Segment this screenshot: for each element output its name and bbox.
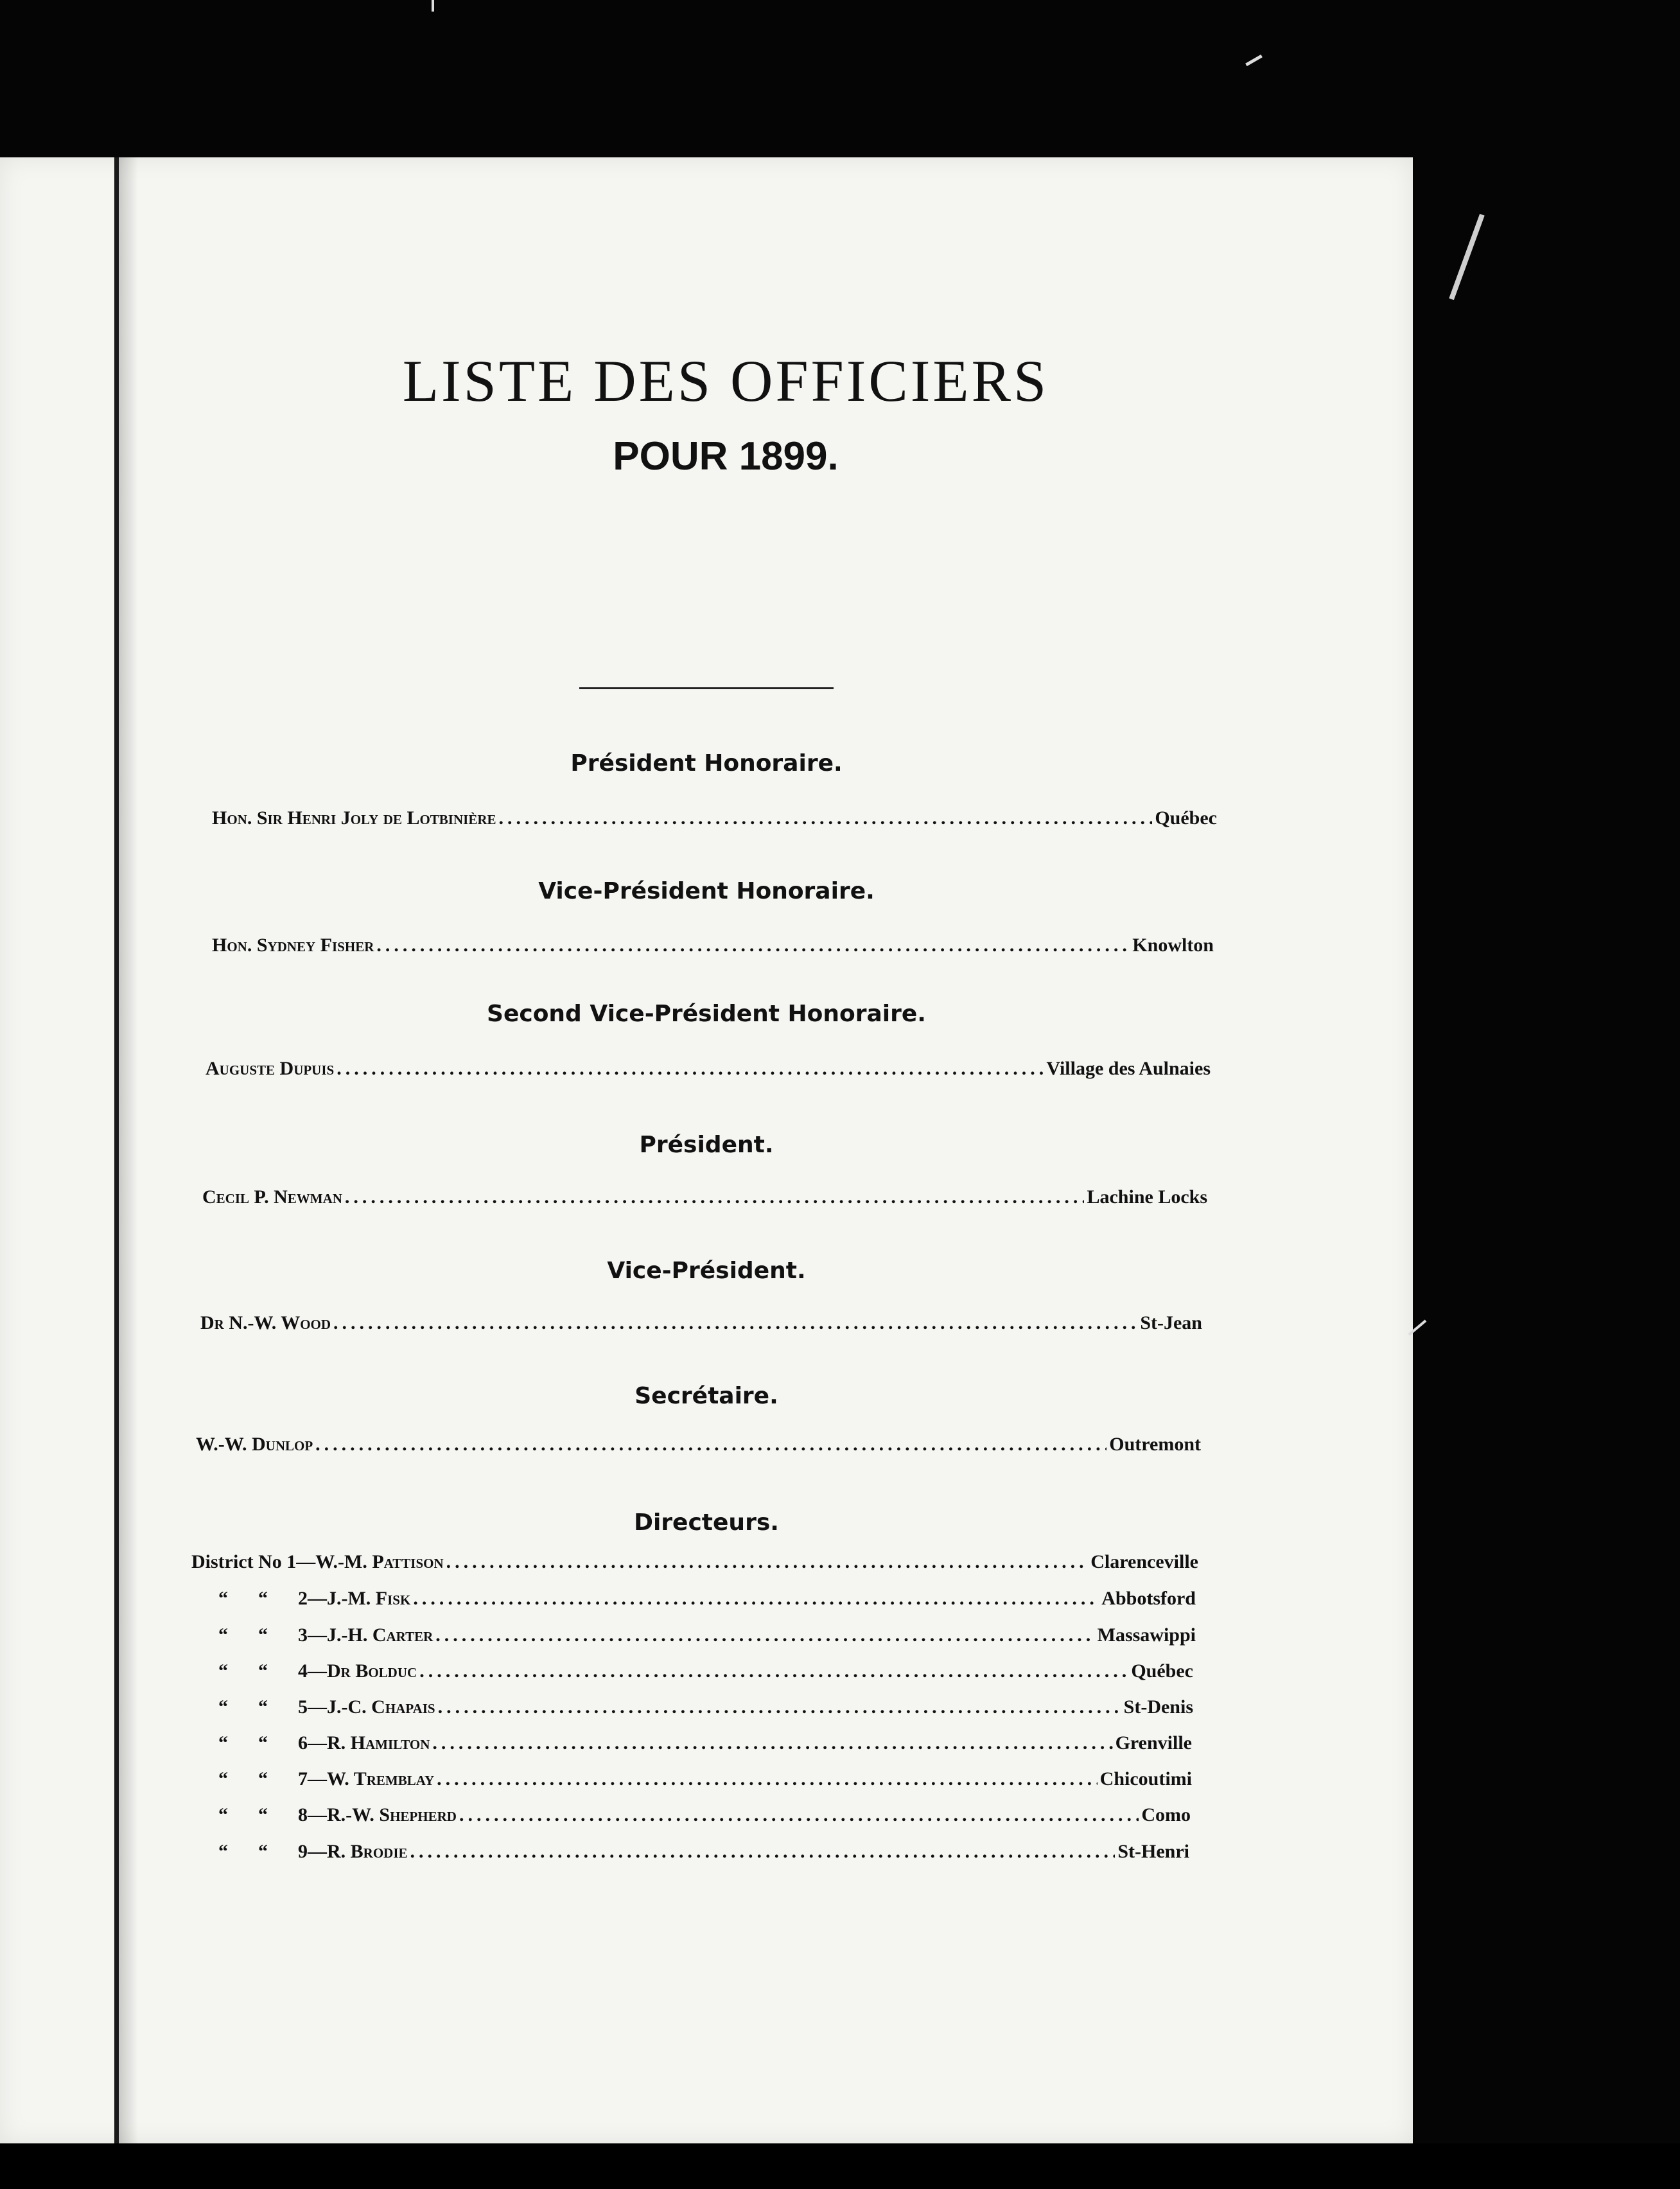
district-number: 5 [298,1696,308,1718]
director-place: Clarenceville [1090,1551,1198,1572]
officer-row [212,935,1214,956]
dot-leader [419,1660,1128,1682]
director-name: R.-W. Shepherd [327,1804,457,1825]
director-name: W.-M. Pattison [315,1551,444,1572]
ditto-mark: “ [258,1588,268,1609]
officer-place: Lachine Locks [1087,1186,1207,1208]
dot-leader [413,1588,1099,1610]
officer-name: Cecil P. Newman [202,1186,342,1208]
ditto-mark: “ [258,1696,268,1718]
officer-place: Outremont [1109,1434,1201,1455]
district-number: 3 [298,1624,308,1646]
ditto-mark: “ [218,1732,228,1754]
officer-place: Village des Aulnaies [1046,1058,1211,1079]
officer-name: Auguste Dupuis [206,1058,335,1079]
ditto-mark: “ [258,1804,268,1825]
ditto-mark: “ [218,1588,228,1609]
dot-leader [315,1434,1107,1455]
district-number: 9 [298,1841,308,1862]
director-place: Como [1141,1804,1191,1825]
officer-place: Québec [1155,807,1217,829]
dot-leader [499,807,1153,829]
dot-leader [438,1696,1121,1718]
director-row: “ “ 9 — R. Brodie ..... St-Henri [218,1841,1189,1863]
dot-leader [446,1551,1089,1573]
ditto-mark: “ [218,1768,228,1789]
district-number: 8 [298,1804,308,1825]
officer-place: St-Jean [1140,1312,1202,1333]
dot-leader [376,935,1130,956]
ditto-mark: “ [218,1660,228,1682]
officer-row [196,1434,1201,1455]
section-heading: Vice-Président. [607,1258,806,1284]
title-divider [579,687,834,689]
district-number: 1 [286,1551,297,1572]
scan-bottom-edge [0,2143,1680,2189]
dot-leader [333,1312,1137,1334]
page-subtitle: POUR 1899. [613,434,839,479]
director-row: District No 1 — W.-M. Pattison ..... Clarenceville [191,1551,1198,1573]
ditto-mark: “ [258,1768,268,1789]
section-heading: Président. [639,1132,774,1158]
ditto-mark: “ [218,1624,228,1646]
district-number: 2 [298,1588,308,1609]
officer-name: Hon. Sir Henri Joly de Lotbinière [212,807,496,829]
section-heading: Président Honoraire. [570,750,843,777]
officer-row [200,1312,1202,1334]
ditto-mark: “ [258,1732,268,1754]
director-row: “ “ 7 — W. Tremblay ..... Chicoutimi [218,1768,1192,1790]
director-row: “ “ 5 — J.-C. Chapais ..... St-Denis [218,1696,1193,1718]
director-name: J.-M. Fisk [327,1588,411,1609]
ditto-mark: “ [218,1696,228,1718]
district-number: 7 [298,1768,308,1789]
officer-place: Knowlton [1132,935,1214,956]
director-place: St-Henri [1117,1841,1189,1862]
director-place: Chicoutimi [1099,1768,1192,1789]
dot-leader [435,1624,1094,1646]
director-name: R. Hamilton [327,1732,430,1754]
officer-name: W.-W. Dunlop [196,1434,313,1455]
officer-row [202,1186,1207,1208]
officer-row [206,1058,1211,1080]
section-heading: Secrétaire. [634,1383,778,1409]
dot-leader [437,1768,1098,1790]
officer-name: Dr N.-W. Wood [200,1312,331,1333]
ditto-mark: “ [218,1841,228,1862]
ditto-mark: “ [258,1660,268,1682]
section-heading: Directeurs. [634,1509,779,1536]
officer-name: Hon. Sydney Fisher [212,935,374,956]
director-place: Massawippi [1097,1624,1196,1646]
director-row: “ “ 8 — R.-W. Shepherd ..... Como [218,1804,1191,1826]
director-name: Dr Bolduc [327,1660,417,1682]
director-place: Québec [1131,1660,1193,1682]
director-row: “ “ 3 — J.-H. Carter ..... Massawippi [218,1624,1196,1646]
director-name: J.-C. Chapais [327,1696,435,1718]
director-place: Abbotsford [1101,1588,1196,1609]
dot-leader [459,1804,1139,1826]
director-name: R. Brodie [327,1841,408,1862]
officer-row [212,807,1217,829]
district-number: 4 [298,1660,308,1682]
director-name: J.-H. Carter [327,1624,433,1646]
director-row: “ “ 6 — R. Hamilton ..... Grenville [218,1732,1192,1754]
page-title: LISTE DES OFFICIERS [402,348,1049,414]
district-label: District No [191,1551,282,1572]
ditto-mark: “ [258,1841,268,1862]
director-row: “ “ 4 — Dr Bolduc ..... Québec [218,1660,1193,1682]
dot-leader [337,1058,1044,1080]
section-heading: Vice-Président Honoraire. [538,878,875,904]
ditto-mark: “ [258,1624,268,1646]
district-number: 6 [298,1732,308,1754]
dot-leader [410,1841,1116,1863]
director-place: St-Denis [1123,1696,1193,1718]
director-name: W. Tremblay [327,1768,435,1789]
director-place: Grenville [1115,1732,1192,1754]
director-row: “ “ 2 — J.-M. Fisk ..... Abbotsford [218,1588,1196,1610]
dot-leader [345,1186,1085,1208]
ditto-mark: “ [218,1804,228,1825]
section-heading: Second Vice-Président Honoraire. [487,1001,926,1027]
scan-artifact [432,0,434,12]
dot-leader [432,1732,1112,1754]
